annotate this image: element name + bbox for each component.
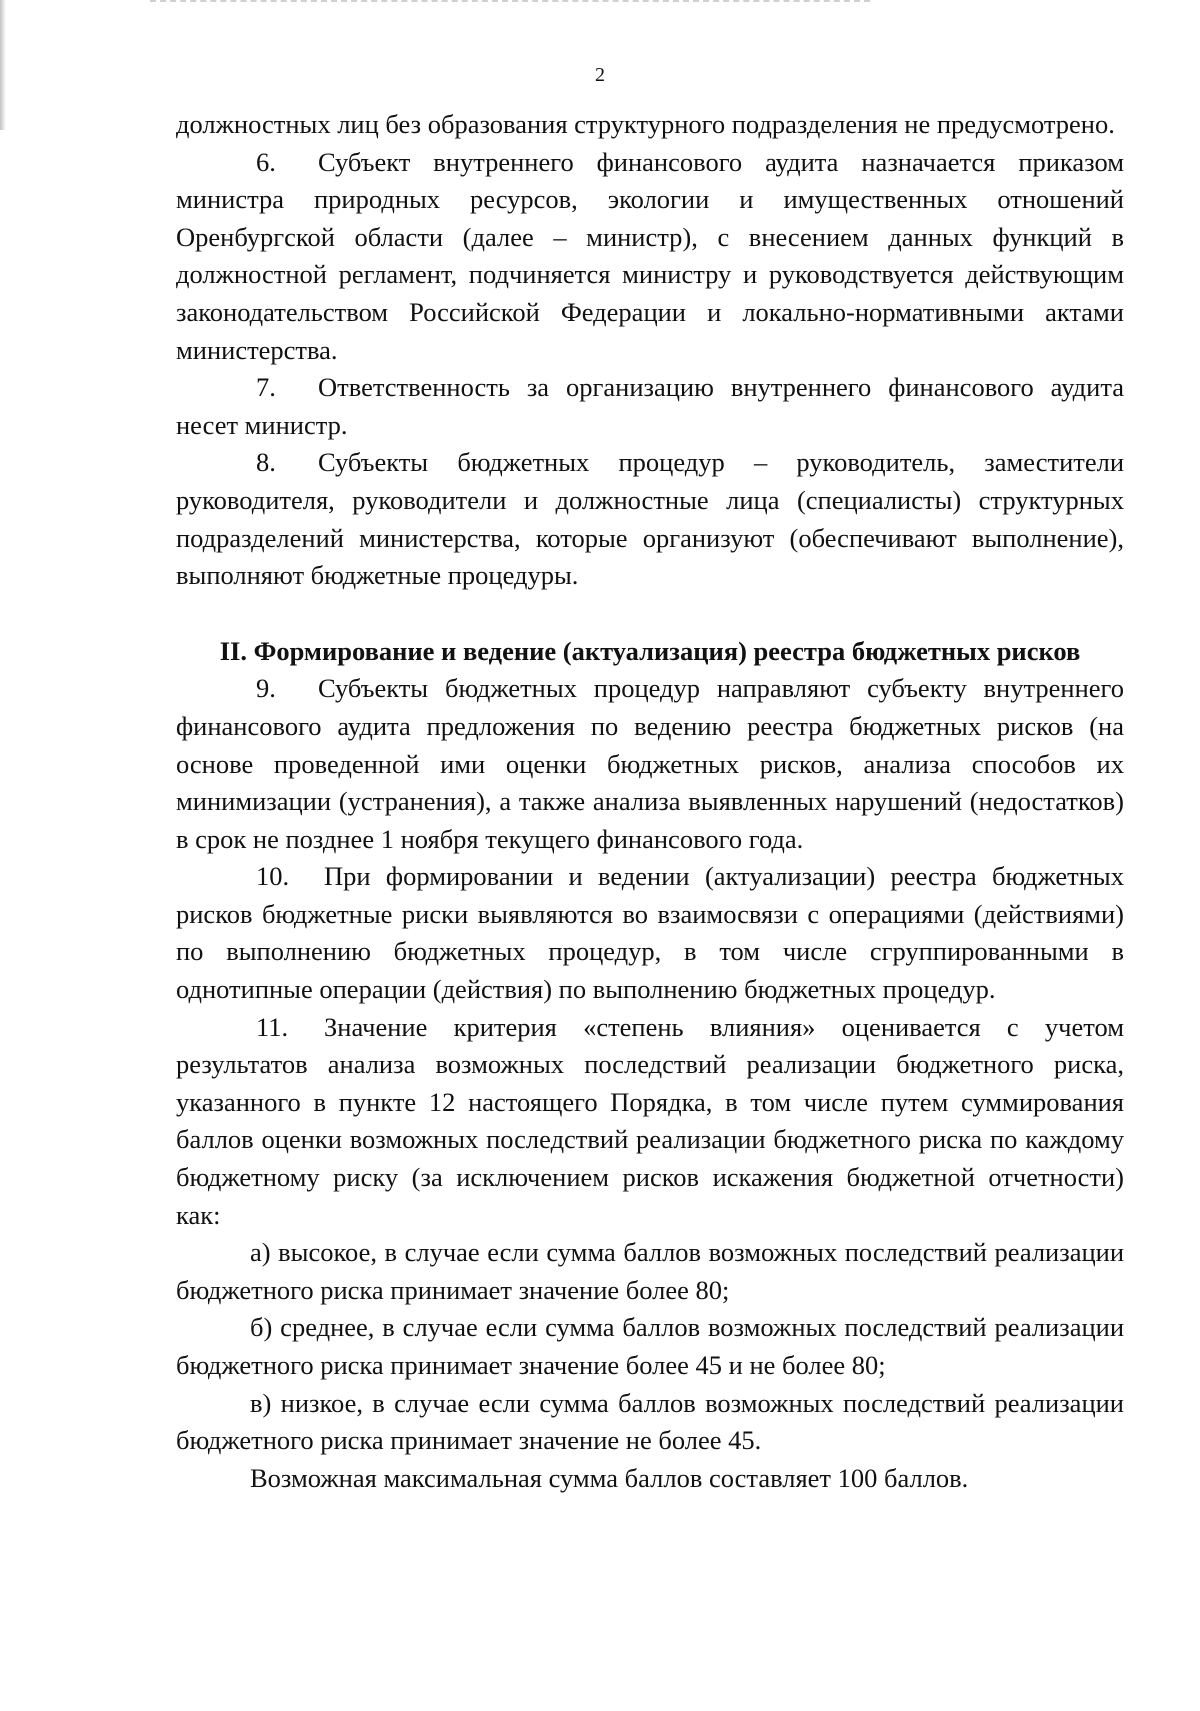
paragraph-number: 7.: [256, 372, 276, 403]
paragraph-text: Субъекты бюджетных процедур – руководитель, заместители руководителя, руководители и должностные лица (специалисты) структурных подразделений министерства, которые организуют (обеспечивают выполнение), выполняют бюджетные процедуры.: [176, 447, 1124, 591]
paragraph-number: 6.: [256, 146, 276, 177]
scan-top-artifact: [150, 0, 870, 6]
paragraph-text: Ответственность за организацию внутреннего финансового аудита несет министр.: [176, 372, 1124, 440]
list-item-high: а) высокое, в случае если сумма баллов возможных последствий реализации бюджетного риска принимает значение более 80;: [176, 1237, 1124, 1305]
paragraph-10: [176, 858, 1124, 1008]
list-item-low: в) низкое, в случае если сумма баллов возможных последствий реализации бюджетного риска принимает значение не более 45.: [176, 1387, 1124, 1456]
paragraph-text: Субъекты бюджетных процедур направляют субъекту внутреннего финансового аудита предложения по ведению реестра бюджетных рисков (на основе проведенной ими оценки бюджетных рисков, анализа способов их минимизации (устранения), а также анализа выявленных нарушений (недостатков) в срок не позднее 1 ноября текущего финансового года.: [176, 673, 1124, 854]
paragraph-text: При формировании и ведении (актуализации) реестра бюджетных рисков бюджетные риски выявляются во взаимосвязи с операциями (действиями) по выполнению бюджетных процедур, в том числе сгруппированными в однотипные операции (действия) по выполнению бюджетных процедур.: [176, 861, 1124, 1005]
paragraph-6: [176, 144, 1124, 370]
paragraph-11: [176, 1009, 1124, 1235]
paragraph-continuation: должностных лиц без образования структурного подразделения не предусмотрено.: [176, 109, 1115, 139]
document-body: [176, 106, 1124, 1497]
list-item-medium: б) среднее, в случае если сумма баллов возможных последствий реализации бюджетного риска принимает значение более 45 и не более 80;: [176, 1312, 1124, 1380]
paragraph-number: 10.: [256, 861, 290, 892]
paragraph-text: Значение критерия «степень влияния» оценивается с учетом результатов анализа возможных последствий реализации бюджетного риска, указанного в пункте 12 настоящего Порядка, в том числе путем суммирования баллов оценки возможных последствий реализации бюджетного риска по каждому бюджетному риску (за исключением рисков искажения бюджетной отчетности) как:: [176, 1011, 1124, 1230]
closing-statement: Возможная максимальная сумма баллов составляет 100 баллов.: [250, 1462, 969, 1493]
section-heading: II. Формирование и ведение (актуализация) реестра бюджетных рисков: [219, 635, 1081, 666]
page-number: 2: [595, 64, 605, 86]
paragraph-7: [176, 369, 1124, 444]
paragraph-9: [176, 670, 1124, 858]
paragraph-number: 8.: [256, 447, 276, 478]
paragraph-text: Субъект внутреннего финансового аудита назначается приказом министра природных ресурсов, экологии и имущественных отношений Оренбургской области (далее – министр), с внесением данных функций в должностной регламент, подчиняется министру и руководствуется действующим законодательством Российской Федерации и локально-нормативными актами министерства.: [176, 146, 1124, 365]
paragraph-number: 11.: [256, 1011, 289, 1042]
paragraph-8: [176, 444, 1124, 594]
paragraph-number: 9.: [256, 673, 276, 704]
